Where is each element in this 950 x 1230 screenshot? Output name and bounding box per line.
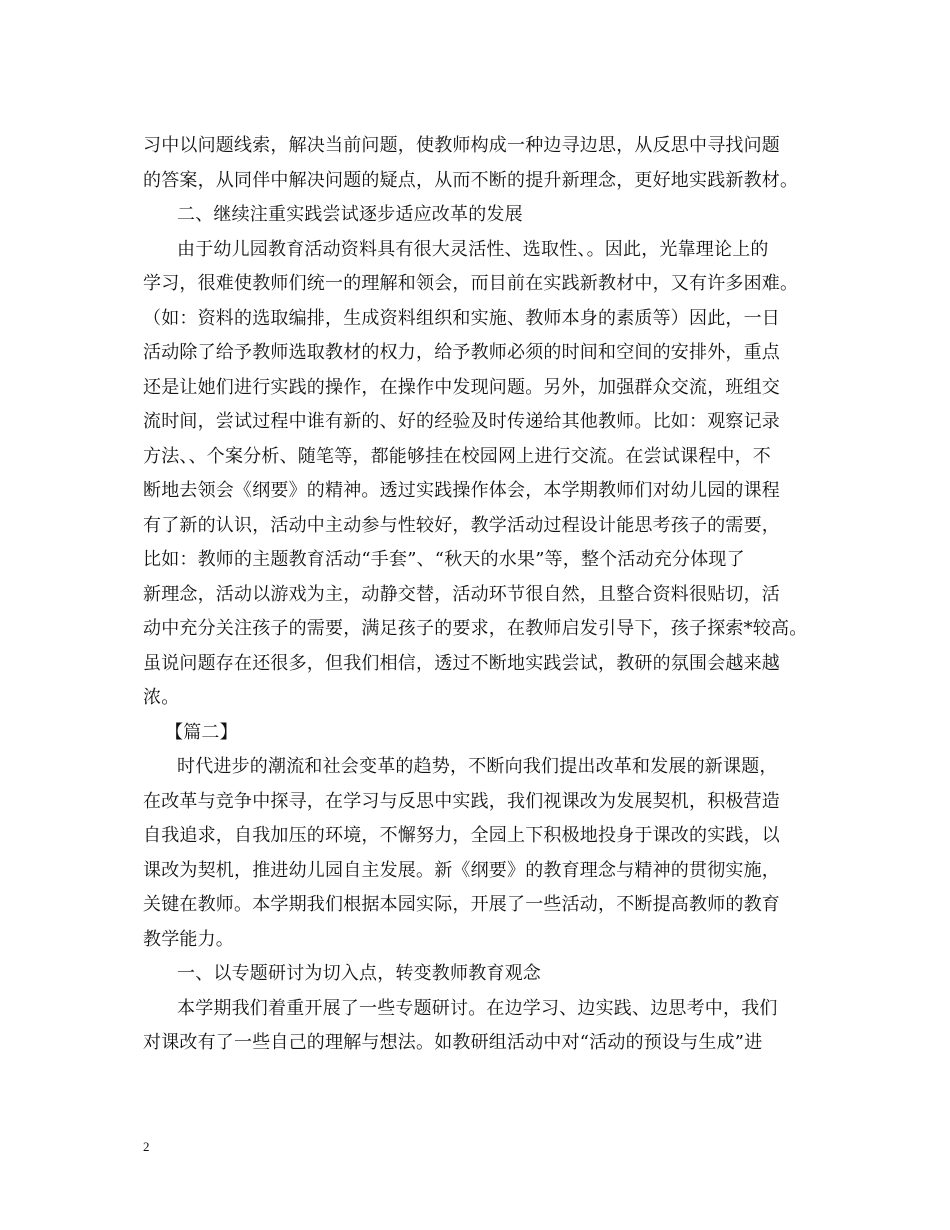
text-line: 一、以专题研讨为切入点，转变教师教育观念 (177, 963, 541, 984)
text-line: （如：资料的选取编排，生成资料组织和实施、教师本身的素质等）因此，一日 (143, 307, 780, 329)
text-line: 教学能力。 (143, 928, 234, 950)
text-line: 对课改有了一些自己的理解与想法。如教研组活动中对“活动的预设与生成”进 (143, 1032, 763, 1053)
page-number: 2 (143, 1139, 150, 1154)
text-line: 还是让她们进行实践的操作，在操作中发现问题。另外，加强群众交流，班组交 (143, 376, 780, 398)
text-line: 本学期我们着重开展了一些专题研讨。在边学习、边实践、边思考中，我们 (177, 997, 778, 1019)
text-line: 在改革与竞争中探寻，在学习与反思中实践，我们视课改为发展契机，积极营造 (143, 790, 780, 812)
text-line: 新理念，活动以游戏为主，动静交替，活动环节很自然，且整合资料很贴切，活 (143, 583, 780, 605)
text-line: 方法、、个案分析、随笔等，都能够挂在校园网上进行交流。在尝试课程中，不 (143, 445, 771, 467)
text-line: 浓。 (143, 687, 180, 708)
text-line: 关键在教师。本学期我们根据本园实际，开展了一些活动，不断提高教师的教育 (143, 894, 780, 915)
text-line: 有了新的认识，活动中主动参与性较好，教学活动过程设计能思考孩子的需要， (143, 514, 780, 536)
text-line: 【篇二】 (165, 721, 238, 743)
text-line: 动中充分关注孩子的需要，满足孩子的要求，在教师启发引导下，孩子探索*较高。 (143, 618, 808, 639)
text-line: 习中以问题线索，解决当前问题，使教师构成一种边寻边思，从反思中寻找问题 (143, 135, 780, 156)
text-line: 虽说问题存在还很多，但我们相信，透过不断地实践尝试，教研的氛围会越来越 (143, 652, 780, 674)
text-line: 比如：教师的主题教育活动“手套”、“秋天的水果”等，整个活动充分体现了 (143, 549, 745, 570)
text-line: 自我追求，自我加压的环境，不懈努力，全园上下积极地投身于课改的实践，以 (143, 825, 780, 846)
text-line: 由于幼儿园教育活动资料具有很大灵活性、选取性、。因此，光靠理论上的 (177, 238, 769, 260)
body-text (143, 129, 823, 1061)
text-line: 流时间，尝试过程中谁有新的、好的经验及时传递给其他教师。比如：观察记录 (143, 411, 780, 432)
text-line: 学习，很难使教师们统一的理解和领会，而目前在实践新教材中，又有许多困难。 (143, 273, 799, 294)
text-line: 断地去领会《纲要》的精神。透过实践操作体会，本学期教师们对幼儿园的课程 (143, 480, 780, 501)
text-line: 的答案，从同伴中解决问题的疑点，从而不断的提升新理念，更好地实践新教材。 (143, 169, 799, 191)
text-line: 二、继续注重实践尝试逐步适应改革的发展 (177, 204, 523, 225)
text-line: 时代进步的潮流和社会变革的趋势，不断向我们提出改革和发展的新课题， (177, 756, 778, 777)
text-line: 活动除了给予教师选取教材的权力，给予教师必须的时间和空间的安排外，重点 (143, 342, 780, 363)
text-line: 课改为契机，推进幼儿园自主发展。新《纲要》的教育理念与精神的贯彻实施， (143, 859, 780, 881)
